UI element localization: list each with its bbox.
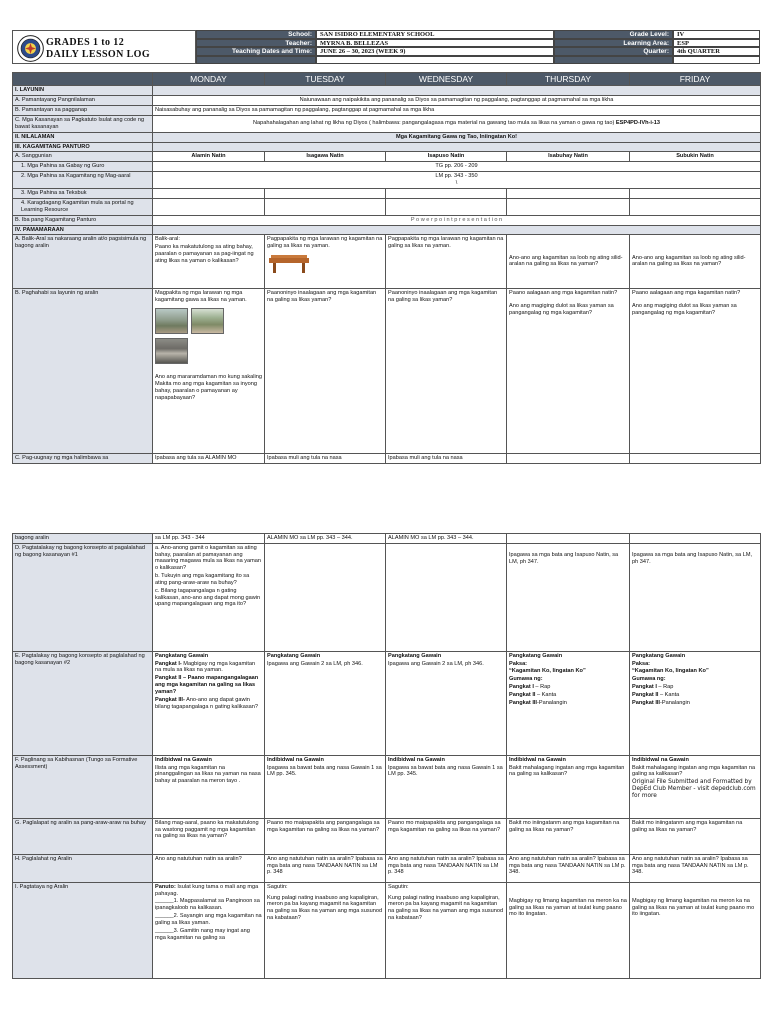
pagtatalakay-q-b: b. Tukuyin ang mga kagamitang ito sa ating pang-araw-araw na buhay? [155,573,250,586]
paksa-text-fri: “Kagamitan Ko, Iingatan Ko” [632,668,709,675]
pagtataya-tuesday [265,882,386,978]
pk1-label-thu: Pangkat I [509,684,534,691]
grade-value: IV [673,30,760,39]
balik-aral-heading: Balik-aral: [155,236,180,243]
portal-mon [153,198,265,215]
row-label-teksbuk: 3. Mga Pahina sa Teksbuk [13,189,153,199]
paglinang-friday-text: Bakit mahalagang ingatan ang mga kagamitan na galing sa kalikasan? [632,764,756,778]
sagutin-tue: Sagutin: [267,883,288,890]
pagtataya-wednesday [386,882,507,978]
pangkat-1-text: Magbigay ng mga kagamitan na mula sa likas na yaman. [155,660,256,674]
quarter-value: 4th QUARTER [673,47,760,56]
row-label-mag-aaral: 2. Mga Pahina sa Kagamitang ng Mag-aaral [13,172,153,189]
indibidwal-thu: Indibidwal na Gawain [509,756,566,763]
photo-row-2 [155,338,262,364]
pk2-label-thu: Pangkat II [509,691,536,698]
pangkat-1-label: Pangkat I- [155,660,182,667]
pangkat-2-text: Pangkat II – Paano mapangangalagaan ang mga kagamitan na galing sa likas yaman? [155,675,259,695]
pagtatalakay-1-friday [630,543,761,651]
day-header-wednesday: WEDNESDAY [386,73,507,86]
indibidwal-tue: Indibidwal na Gawain [267,756,324,763]
portal-tue [265,198,386,215]
portal-thu [507,198,630,215]
paksa-label-thu: Paksa: [509,660,528,667]
teacher-value: MYRNA B. BELLEZAS [316,39,554,48]
pagtataya-item-2: ______2. Sayangin ang mga kagamitan na galing sa likas yaman. [155,913,262,926]
sub-head-thursday: Isabuhay Natin [507,152,630,162]
panuto-label: Panuto: [155,883,176,890]
pagtataya-monday [153,882,265,978]
blank-value-cell [316,56,554,65]
blank-value-cell-2 [673,56,760,65]
grade-label: Grade Level: [554,30,673,39]
sub-head-friday: Subukin Natin [630,152,761,162]
dates-value: JUNE 26 – 30, 2023 (WEEK 9) [316,47,554,56]
panuto-text: Isulat kung tama o mali ang mga pahayag. [155,883,259,897]
pangkatang-gawain-tue: Pangkatang Gawain [267,652,321,659]
pagtatalakay-1-thursday-text: Ipagawa sa mga bata ang Isapuso Natin, sa LM, ph 347. [509,551,619,565]
indibidwal-fri: Indibidwal na Gawain [632,756,689,763]
day-header-thursday: THURSDAY [507,73,630,86]
pk3-label-fri: Pangkat III [632,699,660,706]
photo-room [155,338,188,364]
mag-aaral-pages: LM pp. 343 - 350 [435,173,478,180]
row-label-iba-pang-kagamitan: B. Iba pang Kagamitang Panturo [13,215,153,225]
paghahabi-monday-intro: Magpakita ng mga larawan ng mga kagamitang gawa sa likas na yaman. [155,290,247,304]
paglinang-thursday-text: Bakit mahalagang ingatan ang mga kagamitan na galing sa kalikasan? [509,764,625,778]
row-label-paglalahat: H. Paglalahat ng Aralin [13,854,153,882]
dates-label: Teaching Dates and Time: [196,47,316,56]
paghahabi-monday [153,289,265,454]
bench-image [267,252,311,274]
paghahabi-wednesday-text: Paanoninyo inaalagaan ang mga kagamitan na galing sa likas yaman? [388,290,498,304]
photo-row-1 [155,308,262,334]
teksbuk-tue [265,189,386,199]
gumawa-label-thu: Gumawa ng: [509,676,543,683]
pagtalakay-2-friday [630,651,761,755]
pag-uugnay-wednesday: Ipabasa muli ang tula na nasa [386,454,507,464]
row-label-pag-uugnay: C. Pag-uugnay ng mga halimbawa sa [13,454,153,464]
row-label-pagtalakay-2: E. Pagtalakay ng bagong konsepto at paglalahad ng bagong kasanayan #2 [13,651,153,755]
paghahabi-thursday [507,289,630,454]
sub-head-monday: Alamin Natin [153,152,265,162]
pangkatang-gawain-heading: Pangkatang Gawain [155,652,209,659]
pag-uugnay-monday: Ipabasa ang tula sa ALAMIN MO [153,454,265,464]
gabay-guro-pages: TG pp. 206 - 209 [153,162,761,172]
row-label-kasanayan: C. Mga Kasanayan sa Pagkatuto Isulat ang code ng bawat kasanayan [13,115,153,132]
pk1-text-fri: – Rap [656,684,674,691]
balik-aral-friday [630,235,761,289]
row-label-gabay-guro: 1. Mga Pahina sa Gabay ng Guro [13,162,153,172]
pk2-label-fri: Pangkat II [632,691,659,698]
pagtatalakay-q-c: c. Bilang tagapangalaga n gating kalikasan, ano-ano ang dapat mong gawin upang mapangalagaan ang mga ito? [155,587,261,608]
paglinang-monday [153,755,265,818]
day-header-monday: MONDAY [153,73,265,86]
day-header-tuesday: TUESDAY [265,73,386,86]
pk2-text-thu: – Kanta [535,691,557,698]
balik-aral-thursday-text: Ano-ano ang kagamitan sa loob ng ating silid-aralan na galing sa likas na yaman? [509,254,623,268]
pagtalakay-2-tuesday [265,651,386,755]
paglinang-friday [630,755,761,818]
paglalahat-tuesday: Ano ang natutuhan natin sa aralin? Ipabasa sa mga bata ang nasa TANDAAN NATIN sa LM p. 348 [265,854,386,882]
logo-title-box [12,30,196,64]
paglinang-wednesday-text: Ipagawa sa bawat bata ang nasa Gawain 1 sa LM pp. 345. [388,764,503,778]
pangkatang-gawain-wed: Pangkatang Gawain [388,652,442,659]
paglalahat-friday: Ano ang natutuhan natin sa aralin? Ipabasa sa mga bata ang nasa TANDAAN NATIN sa LM p. 348. [630,854,761,882]
gumawa-label-fri: Gumawa ng: [632,676,666,683]
balik-aral-question: Paano ka makatutulong sa ating bahay, paaralan o pamayanan sa pag-iingat ng ating likas na yaman o kalikasan? [155,244,254,264]
row-label-pamantayang-pangnilalaman: A. Pamantayang Pangnilalaman [13,96,153,106]
day-header-friday: FRIDAY [630,73,761,86]
balik-aral-tuesday [265,235,386,289]
pag-uugnay-tuesday: Ipabasa muli ang tula na nasa [265,454,386,464]
teksbuk-wed [386,189,507,199]
row-label-sanggunian: A. Sanggunian [13,152,153,162]
balik-aral-wednesday-text: Pagpapakita ng mga larawan ng kagamitan na galing sa likas na yaman. [388,236,504,250]
teksbuk-mon [153,189,265,199]
row-label-pag-uugnay-cont: bagong aralin [13,534,153,544]
mag-aaral-cell [153,172,761,189]
balik-aral-friday-text: Ano-ano ang kagamitan sa loob ng ating silid-aralan na galing sa likas na yaman? [632,254,746,268]
deped-seal-icon [17,35,44,62]
sub-head-tuesday: Isagawa Natin [265,152,386,162]
depedclub-note: Original File Submitted and Formatted by DepEd Club Member - visit depedclub.com for more [632,779,756,800]
pagtatalakay-1-tuesday [265,543,386,651]
pagtalakay-2-monday [153,651,265,755]
pagtalakay-2-wednesday [386,651,507,755]
pagtataya-wednesday-text: Kung palagi nating inaabuso ang kapaligiran, meron pa ba kayang magamit na kagamitan na galing sa likas na yaman ang mga susunod na kabataan? [388,894,504,922]
paglalapat-friday: Bakit mo iniingatanm ang mga kagamitan na galing sa likas na yaman? [630,818,761,854]
paglinang-tuesday-text: Ipagawa sa bawat bata ang nasa Gawain 1 sa LM pp. 345. [267,764,382,778]
pamantayang-pangnilalaman-text: Naiunawaan ang naipakikita ang pananalig sa Diyos sa pamamagitan ng paggalang, pagtanggap at pagmamahal sa mga likha [153,96,761,106]
school-label: School: [196,30,316,39]
balik-aral-tuesday-text: Pagpapakita ng mga larawan ng kagamitan na galing sa likas na yaman. [267,236,383,250]
pag-uugnay-thursday-cont [507,534,630,544]
paksa-label-fri: Paksa: [632,660,651,667]
paglinang-tuesday [265,755,386,818]
paghahabi-thursday-q2: Ano ang magiging dulot sa likas yaman sa pangangalag ng mga kagamitan? [509,303,614,317]
paghahabi-tuesday [265,289,386,454]
indibidwal-wed: Indibidwal na Gawain [388,756,445,763]
pagtataya-thursday [507,882,630,978]
lesson-table-part2 [12,533,760,979]
paghahabi-wednesday [386,289,507,454]
section-kagamitan: III. KAGAMITANG PANTURO [13,142,153,152]
teksbuk-fri [630,189,761,199]
teksbuk-thu [507,189,630,199]
kasanayan-text: Napahahalagahan ang lahat ng likha ng Diyos ( halimbawa: pangangalagasa mga material na gawang tao mula sa likas na yaman o gawa ng tao) [252,120,615,127]
section-kagamitan-fill [153,142,761,152]
balik-aral-monday [153,235,265,289]
day-header-blank [13,73,153,86]
pagtalakay-2-tuesday-text: Ipagawa ang Gawain 2 sa LM, ph 346. [267,660,363,667]
pagtatalakay-1-friday-text: Ipagawa sa mga bata ang Isapuso Natin, sa LM, ph 347. [632,551,753,565]
paghahabi-friday-q2: Ano ang magiging dulot sa likas yaman sa pangangalag ng mga kagamitan? [632,303,737,317]
pag-uugnay-thursday [507,454,630,464]
pagtataya-thursday-text: Magbigay ng limang kagamitan na meron ka na galing sa likas na yaman at isulat kung paano mo ito iingatan. [509,897,627,918]
paglalahat-wednesday: Ano ang natutuhan natin sa aralin? Ipabasa sa mga bata ang nasa TANDAAN NATIN sa LM p. 348 [386,854,507,882]
row-label-paglalapat: G. Paglalapat ng aralin sa pang-araw-araw na buhay [13,818,153,854]
pagtatalakay-1-thursday [507,543,630,651]
pagtatalakay-1-wednesday [386,543,507,651]
portal-wed [386,198,507,215]
paghahabi-thursday-q1: Paano aalagaan ang mga kagamitan natin? [509,290,618,297]
paglalahat-monday: Ano ang natutuhan natin sa aralin? [153,854,265,882]
pk3-text-fri: -Panalangin [659,699,690,706]
pag-uugnay-wednesday-cont: ALAMIN MO sa LM pp. 343 – 344. [386,534,507,544]
pangkat-3-label: Pangkat III- [155,696,185,703]
pangkatang-gawain-thu: Pangkatang Gawain [509,652,563,659]
sagutin-wed: Sagutin: [388,883,409,890]
pk1-label-fri: Pangkat I [632,684,657,691]
pk2-text-fri: – Kanta [658,691,680,698]
paglinang-thursday [507,755,630,818]
row-label-pamantayan-pagganap: B. Pamantayan sa pagganap [13,105,153,115]
balik-aral-wednesday [386,235,507,289]
sub-head-wednesday: Isapuso Natin [386,152,507,162]
portal-fri [630,198,761,215]
area-value: ESP [673,39,760,48]
row-label-paglinang: F. Paglinang sa Kabihasnan (Tungo sa Formative Assessment) [13,755,153,818]
pagtatalakay-1-monday [153,543,265,651]
section-nilalaman: II. NILALAMAN [13,132,153,142]
pk3-label-thu: Pangkat III [509,699,537,706]
pagtataya-friday-text: Magbigay ng limang kagamitan na meron ka na galing sa likas na yaman at isulat kung paano mo ito iingatan. [632,897,755,918]
pagtataya-friday [630,882,761,978]
section-pamamaraan-fill [153,225,761,235]
log-title-line1: GRADES 1 to 12 [46,37,125,48]
info-grid [196,30,760,64]
paghahabi-friday [630,289,761,454]
indibidwal-mon: Indibidwal na Gawain [155,756,212,763]
photo-school [191,308,224,334]
paglalapat-thursday: Bakit mo iniingatanm ang mga kagamitan na galing sa likas na yaman? [507,818,630,854]
paglinang-monday-text: Ilista ang mga kagamitan na pinanggalingan sa likas na yaman na nasa bahay at paaralan na meron tayo . [155,764,261,785]
paghahabi-monday-question: Ano ang mararamdaman mo kung sakaling Makita mo ang mga kagamitan sa inyong bahay, paaralan o pamayanan ay napapabayaan? [155,374,262,401]
pag-uugnay-friday [630,454,761,464]
pagtataya-item-3: ______3. Gamitin nang may ingat ang mga kagamitan na galing sa [155,927,250,941]
pagtalakay-2-wednesday-text: Ipagawa ang Gawain 2 sa LM, ph 346. [388,660,484,667]
nilalaman-text: Mga Kagamitang Gawa ng Tao, Iniingatan Ko! [153,132,761,142]
pagtalakay-2-thursday [507,651,630,755]
pag-uugnay-tuesday-cont: ALAMIN MO sa LM pp. 343 – 344. [265,534,386,544]
section-layunin: I. LAYUNIN [13,86,153,96]
photo-house [155,308,188,334]
log-title-line2: DAILY LESSON LOG [46,49,151,60]
section-layunin-fill [153,86,761,96]
pag-uugnay-monday-cont: sa LM pp. 343 - 344 [153,534,265,544]
row-label-paghahabi: B. Paghahabi sa layunin ng aralin [13,289,153,454]
paksa-text-thu: “Kagamitan Ko, Iingatan Ko” [509,668,586,675]
paglalapat-wednesday: Paano mo maipapakita ang pangangalaga sa mga kagamitan na galing sa likas na yaman? [386,818,507,854]
section-pamamaraan: IV. PAMAMARAAN [13,225,153,235]
pagtataya-item-1: ______1. Magpasalamat sa Panginoon sa ipanagkaloob na kalikasan. [155,898,260,912]
pk3-text-thu: -Panalangin [536,699,567,706]
kasanayan-cell [153,115,761,132]
pagtatalakay-q-a: a. Ano-anong gamit o kagamitan sa ating bahay, paaralan at pamayanan ang maaaring magawa mula sa likas na yaman o kalikasan? [155,544,262,572]
school-value: SAN ISIDRO ELEMENTARY SCHOOL [316,30,554,39]
row-label-pagtatalakay-1: D. Pagtatalakay ng bagong konsepto at pagalalahad ng bagong kasanayan #1 [13,543,153,651]
paghahabi-friday-q1: Paano aalagaan ang mga kagamitan natin? [632,290,741,297]
blank-label-cell-2 [554,56,673,65]
paglalapat-tuesday: Paano mo maipapakita ang pangangalaga sa mga kagamitan na galing sa likas na yaman? [265,818,386,854]
mag-aaral-mark: \ [455,179,458,186]
quarter-label: Quarter: [554,47,673,56]
pagtataya-tuesday-text: Kung palagi nating inaabuso ang kapaligiran, meron pa ba kayang magamit na kagamitan na galing sa likas na yaman ang mga susunod na kabataan? [267,894,383,922]
paglalapat-monday: Bilang mag-aaral, paano ka makatutulong sa wastong paggamit ng mga kagamitan na galing sa likas na yaman? [153,818,265,854]
pk1-text-thu: – Rap [533,684,551,691]
paglinang-wednesday [386,755,507,818]
row-label-balik-aral: A. Balik-Aral sa nakaraang aralin at/o pagsisimula ng bagong aralin [13,235,153,289]
teacher-label: Teacher: [196,39,316,48]
pangkat-3-text: Ano-ano ang dapat gawin bilang tagapangalaga n gating kalikasan? [155,696,258,710]
row-label-portal: 4. Karagdagang Kagamitan mula sa portal ng Learning Resource [13,198,153,215]
pangkatang-gawain-fri: Pangkatang Gawain [632,652,686,659]
lesson-table-part1 [12,72,760,464]
paghahabi-tuesday-text: Paanoninyo inaalagaan ang mga kagamitan na galing sa likas yaman? [267,290,377,304]
iba-pang-kagamitan-text: P o w e r p o i n t p r e s e n t a t i o n [153,215,761,225]
balik-aral-thursday [507,235,630,289]
kasanayan-code: ESP4PD-IVh-i-13 [615,120,661,127]
row-label-pagtataya: I. Pagtataya ng Aralin [13,882,153,978]
lesson-log-header [12,30,760,64]
pag-uugnay-friday-cont [630,534,761,544]
area-label: Learning Area: [554,39,673,48]
pamantayan-pagganap-text: Naisasabuhay ang pananalig sa Diyos sa pamamagitan ng paggalang, pagtanggap at pagmamahal sa mga likha [153,105,761,115]
paglalahat-thursday: Ano ang natutuhan natin sa aralin? Ipabasa sa mga bata ang nasa TANDAAN NATIN sa LM p. 348. [507,854,630,882]
blank-label-cell [196,56,316,65]
